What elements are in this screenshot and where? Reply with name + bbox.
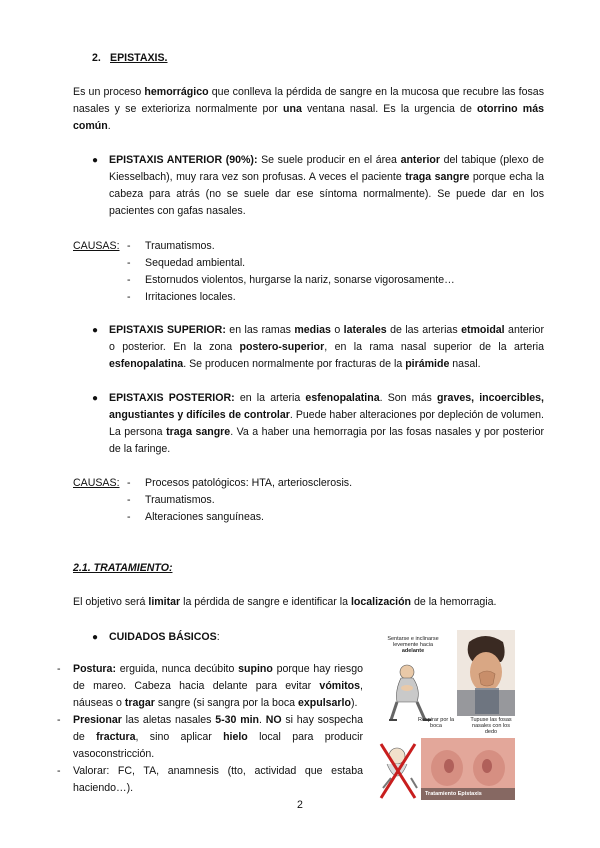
list-item-presionar: - Presionar las aletas nasales 5-30 min. NO si hay sospecha de fractura, sino aplicar hielo local para producir vasoconstricción. [57, 714, 363, 760]
treatment-paragraph: El objetivo será limitar la pérdida de sangre e identificar la localización de la hemorragia. [73, 596, 497, 608]
bullet-icon: ● [92, 155, 99, 166]
page-number: 2 [297, 799, 303, 811]
bullet-icon: ● [92, 393, 99, 404]
seated-person-illustration [389, 665, 431, 720]
causes-label: CAUSAS: [73, 477, 120, 489]
epistaxis-illustration [377, 628, 517, 802]
caption-pinch-nose: Tupuse las fosas nasales con los dedo [470, 717, 512, 735]
epistaxis-treatment-figure [377, 628, 517, 802]
nose-pinch-photo [457, 630, 515, 716]
section-number: 2. [92, 52, 101, 64]
subsection-heading: 2.1. TRATAMIENTO: [73, 562, 173, 574]
causes-list [127, 475, 352, 526]
intro-paragraph: Es un proceso hemorrágico que conlleva la pérdida de sangre en la mucosa que recubre las fosas nasales y se exterioriza normalmente por una ventana nasal. Es la urgencia de otorrino más común. [73, 86, 544, 132]
care-list [57, 661, 363, 797]
caption-sit-lean: Sentarse e inclinarse levemente hacia adelante [387, 636, 439, 654]
causes-label: CAUSAS: [73, 240, 120, 252]
list-item: - Sequedad ambiental. [127, 255, 455, 272]
bullet-icon: ● [92, 325, 99, 336]
list-item: - Alteraciones sanguíneas. [127, 509, 352, 526]
bullet-epistaxis-anterior: ● EPISTAXIS ANTERIOR (90%): Se suele producir en el área anterior del tabique (plexo de Kiesselbach), muy rara vez son profusas. A veces el paciente traga sangre porque echa la cabeza para atrás (no se suele dar ese síntoma normalmente). Se puede dar en los pacientes con gafas nasales. [92, 154, 544, 217]
list-item: - Estornudos violentos, hurgarse la nariz, sonarse vigorosamente… [127, 272, 455, 289]
list-item: - Irritaciones locales. [127, 289, 455, 306]
bullet-epistaxis-posterior: ● EPISTAXIS POSTERIOR: en la arteria esfenopalatina. Son más graves, incoercibles, angustiantes y difíciles de controlar. Puede haber alteraciones por depleción de volumen. La persona traga sangre. Va a haber una hemorragia por las fosas nasales y por posterior de la faringe. [92, 392, 544, 455]
section-title: EPISTAXIS. [110, 52, 168, 64]
causes-list [127, 238, 455, 306]
list-item: - Traumatismos. [127, 238, 455, 255]
caption-treatment: Tratamiento Epistaxis [425, 791, 482, 797]
bullet-icon: ● [92, 632, 99, 643]
list-item: - Procesos patológicos: HTA, arteriosclerosis. [127, 475, 352, 492]
section-heading [92, 50, 168, 67]
caption-breathe-mouth: Respirar por la boca [417, 717, 455, 729]
list-item-valorar: - Valorar: FC, TA, anamnesis (tto, actividad que estaba haciendo…). [57, 765, 363, 794]
crossed-out-illustration [381, 744, 417, 798]
list-item-postura: - Postura: erguida, nunca decúbito supino porque hay riesgo de mareo. Cabeza hacia delante para evitar vómitos, náuseas o tragar sangre (si sangra por la boca expulsarlo). [57, 663, 363, 709]
list-item: - Traumatismos. [127, 492, 352, 509]
bullet-epistaxis-superior: ● EPISTAXIS SUPERIOR: en las ramas medias o laterales de las arterias etmoidal anterior o posterior. En la zona postero-superior, en la rama nasal superior de la arteria esfenopalatina. Se producen normalmente por fracturas de la pirámide nasal. [92, 324, 544, 370]
bullet-cuidados-basicos: ● CUIDADOS BÁSICOS: [92, 629, 352, 646]
